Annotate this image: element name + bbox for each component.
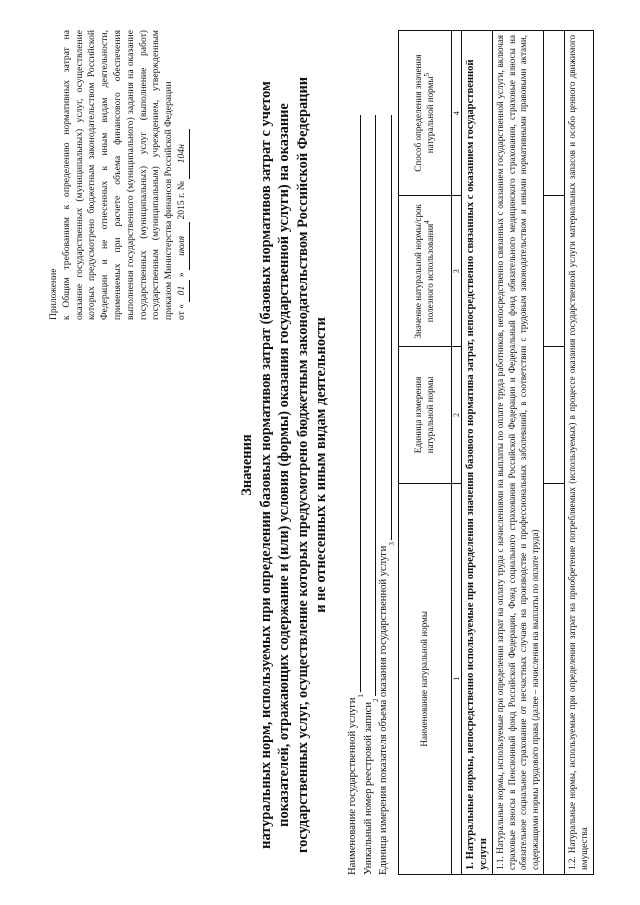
appendix-date-line	[176, 30, 190, 320]
header-method-footnote: 5	[422, 73, 431, 77]
header-value	[399, 196, 452, 347]
section-1-row	[462, 31, 493, 875]
header-method	[399, 31, 452, 196]
unit-label: Единица измерения показателя объема оказания государственной услуги	[378, 545, 390, 875]
date-mid: »	[175, 272, 187, 278]
title-line-2: натуральных норм, используемых при определении базовых нормативов затрат (базовых нормативов затрат с учетом	[257, 81, 274, 849]
header-method-text: Способ определения значения натуральной нормы	[413, 54, 435, 172]
date-month: июля	[176, 222, 190, 270]
empty-cell	[544, 347, 565, 483]
section-1-heading: 1. Натуральные нормы, непосредственно используемые при определении значения базового норматива затрат, непосредственно связанных с оказанием государственной услуги	[462, 31, 493, 875]
empty-cell	[544, 483, 565, 874]
column-number-row	[452, 31, 462, 875]
table-header-row	[399, 31, 452, 875]
registry-number-field: Уникальный номер реестровой записи 2	[361, 115, 377, 875]
column-number: 4	[452, 31, 462, 196]
empty-cell	[544, 31, 565, 196]
form-fields	[345, 115, 396, 875]
date-year: 2015 г. №	[175, 181, 187, 220]
registry-number-label: Уникальный номер реестровой записи	[362, 701, 374, 875]
appendix-label: Приложение	[48, 268, 59, 320]
title-line-1: Значения	[239, 434, 255, 496]
header-unit: Единица измерения натуральной нормы	[399, 347, 452, 483]
table-row	[544, 31, 565, 875]
document-title	[238, 65, 331, 865]
appendix-block	[48, 30, 190, 320]
service-name-line	[349, 115, 361, 692]
empty-cell	[544, 196, 565, 347]
table-row	[565, 31, 593, 875]
row-1-1: 1.1. Натуральные нормы, используемые при определении затрат на оплату труда с начислениями на выплаты по оплате труда работников, непосредственно связанных с оказанием государственной услуги, включая страховые взносы в Пенсионный фонд Российской Федерации, Фонд социального страхования Российской Федерации и Федеральный фонд обязательного медицинского страхования, страховые взносы на обязательное социальное страхование от несчастных случаев на производстве и профессиональных заболеваний, в соответствии с трудовым законодательством и иными нормативными правовыми актами, содержащими нормы трудового права (далее – начисления на выплаты по оплате труда)	[493, 31, 544, 875]
service-name-field: Наименование государственной услуги 1	[345, 115, 361, 875]
appendix-text: к Общим требованиям к определению нормативных затрат на оказание государственных (муниципальных) услуг, осуществление которых предусмотрено бюджетным законодательством Российской Федерации и не отнесенных к иным видам деятельности, применяемых при расчете объема финансового обеспечения выполнения государственного (муниципального) задания на оказание государственных (муниципальных) услуг (выполнение работ) государственным (муниципальным) учреждением, утвержденным приказом Министерства финансов Российской Федерации	[60, 30, 175, 320]
unit-field: Единица измерения показателя объема оказания государственной услуги 3	[376, 115, 392, 875]
date-prefix: от «	[175, 303, 187, 320]
unit-line	[380, 115, 392, 540]
title-line-4: государственных услуг, осуществление которых предусмотрено бюджетным законодательством Российской Федерации	[294, 76, 311, 854]
column-number: 3	[452, 196, 462, 347]
header-norm-name: Наименование натуральной нормы	[399, 483, 452, 874]
title-line-3: показателей, отражающих содержание и (или) условия (формы) оказания государственной услуги) на оказание	[276, 103, 293, 827]
row-1-2: 1.2. Натуральные нормы, используемые при определении затрат на приобретение потребляемых (используемых) в процессе оказания государственной услуги материальных запасов и особо ценного движимого имущества	[565, 31, 593, 875]
registry-number-line	[364, 115, 376, 696]
column-number: 1	[452, 483, 462, 874]
date-day: 01	[176, 280, 190, 302]
header-value-footnote: 4	[422, 220, 431, 224]
header-value-text: Значение натуральной нормы/срок полезного использования	[413, 204, 435, 339]
title-line-5: и не отнесенных к иным видам деятельности	[313, 317, 330, 613]
order-number: 104н	[176, 129, 190, 179]
norms-table	[398, 30, 594, 875]
table-row	[493, 31, 544, 875]
service-name-label: Наименование государственной услуги	[347, 697, 358, 875]
column-number: 2	[452, 347, 462, 483]
